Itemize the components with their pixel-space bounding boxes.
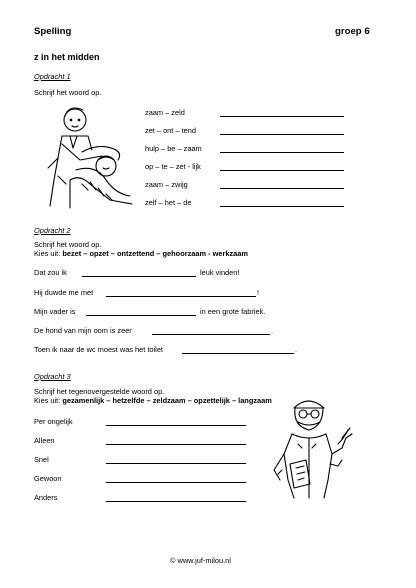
answer-line-1-3[interactable]: [220, 152, 344, 153]
section1-item-5: zaam – zwijg: [145, 180, 188, 189]
opposite-item-2: Alleen: [34, 436, 55, 445]
page-subtitle: z in het midden: [34, 52, 100, 62]
sentence-4-blank[interactable]: [152, 334, 270, 335]
sentence-4-before: De hond van mijn oom is zeer: [34, 326, 132, 335]
opposite-item-4: Gewoon: [34, 474, 62, 483]
section3-choices: [34, 396, 272, 405]
opposite-line-4[interactable]: [106, 482, 246, 483]
doctor-patient-illustration: [40, 100, 140, 212]
opposite-line-2[interactable]: [106, 444, 246, 445]
section3-choose-words: gezamenlijk – hetzelfde – zeldzaam – opzettelijk – langzaam: [62, 396, 272, 405]
opposite-item-3: Snel: [34, 455, 49, 464]
answer-line-1-6[interactable]: [220, 206, 344, 207]
opposite-line-5[interactable]: [106, 501, 246, 502]
sentence-1-before: Dat zou ik: [34, 268, 67, 277]
section1-instruction: Schrijf het woord op.: [34, 88, 102, 97]
section2-heading: Opdracht 2: [34, 226, 71, 235]
section3-instruction: Schrijf het tegenovergestelde woord op.: [34, 387, 165, 396]
section2-choose-words: bezet – opzet – ontzettend – gehoorzaam - werkzaam: [62, 249, 248, 258]
sentence-2-blank[interactable]: [106, 296, 256, 297]
header-title: Spelling: [34, 26, 72, 37]
answer-line-1-2[interactable]: [220, 134, 344, 135]
sentence-3-before: Mijn vader is: [34, 307, 76, 316]
answer-line-1-4[interactable]: [220, 170, 344, 171]
sentence-5-blank[interactable]: [182, 353, 294, 354]
opposite-item-1: Per ongelijk: [34, 417, 73, 426]
section1-item-6: zelf – het – de: [145, 198, 192, 207]
sentence-5-after: .: [295, 345, 298, 354]
section2-instruction: Schrijf het woord op.: [34, 240, 102, 249]
header-group: groep 6: [335, 26, 370, 37]
sentence-4-after: .: [271, 326, 274, 335]
section3-choose-label: Kies uit:: [34, 396, 63, 405]
opposite-item-5: Anders: [34, 493, 58, 502]
section1-item-3: hulp – be – zaam: [145, 144, 202, 153]
section1-item-2: zet – ont – tend: [145, 126, 196, 135]
sentence-1-after: leuk vinden!: [200, 268, 240, 277]
section1-heading: Opdracht 1: [34, 72, 71, 81]
sentence-1-blank[interactable]: [82, 276, 196, 277]
sentence-3-blank[interactable]: [86, 315, 196, 316]
section1-item-1: zaam – zeld: [145, 108, 185, 117]
sentence-2-before: Hij duwde me met: [34, 288, 94, 297]
opposite-line-3[interactable]: [106, 463, 246, 464]
section1-item-4: op – te – zet - lijk: [145, 162, 201, 171]
sentence-5-before: Toen ik naar de wc moest was het toilet: [34, 345, 163, 354]
surgeon-illustration: [268, 394, 354, 506]
opposite-line-1[interactable]: [106, 425, 246, 426]
answer-line-1-5[interactable]: [220, 188, 344, 189]
section2-choose-label: Kies uit:: [34, 249, 63, 258]
sentence-3-after: in een grote fabriek.: [200, 307, 266, 316]
section3-heading: Opdracht 3: [34, 372, 71, 381]
section2-choices: [34, 249, 248, 258]
footer-credit: © www.juf-milou.nl: [170, 556, 231, 565]
sentence-2-after: !: [257, 288, 260, 297]
answer-line-1-1[interactable]: [220, 116, 344, 117]
